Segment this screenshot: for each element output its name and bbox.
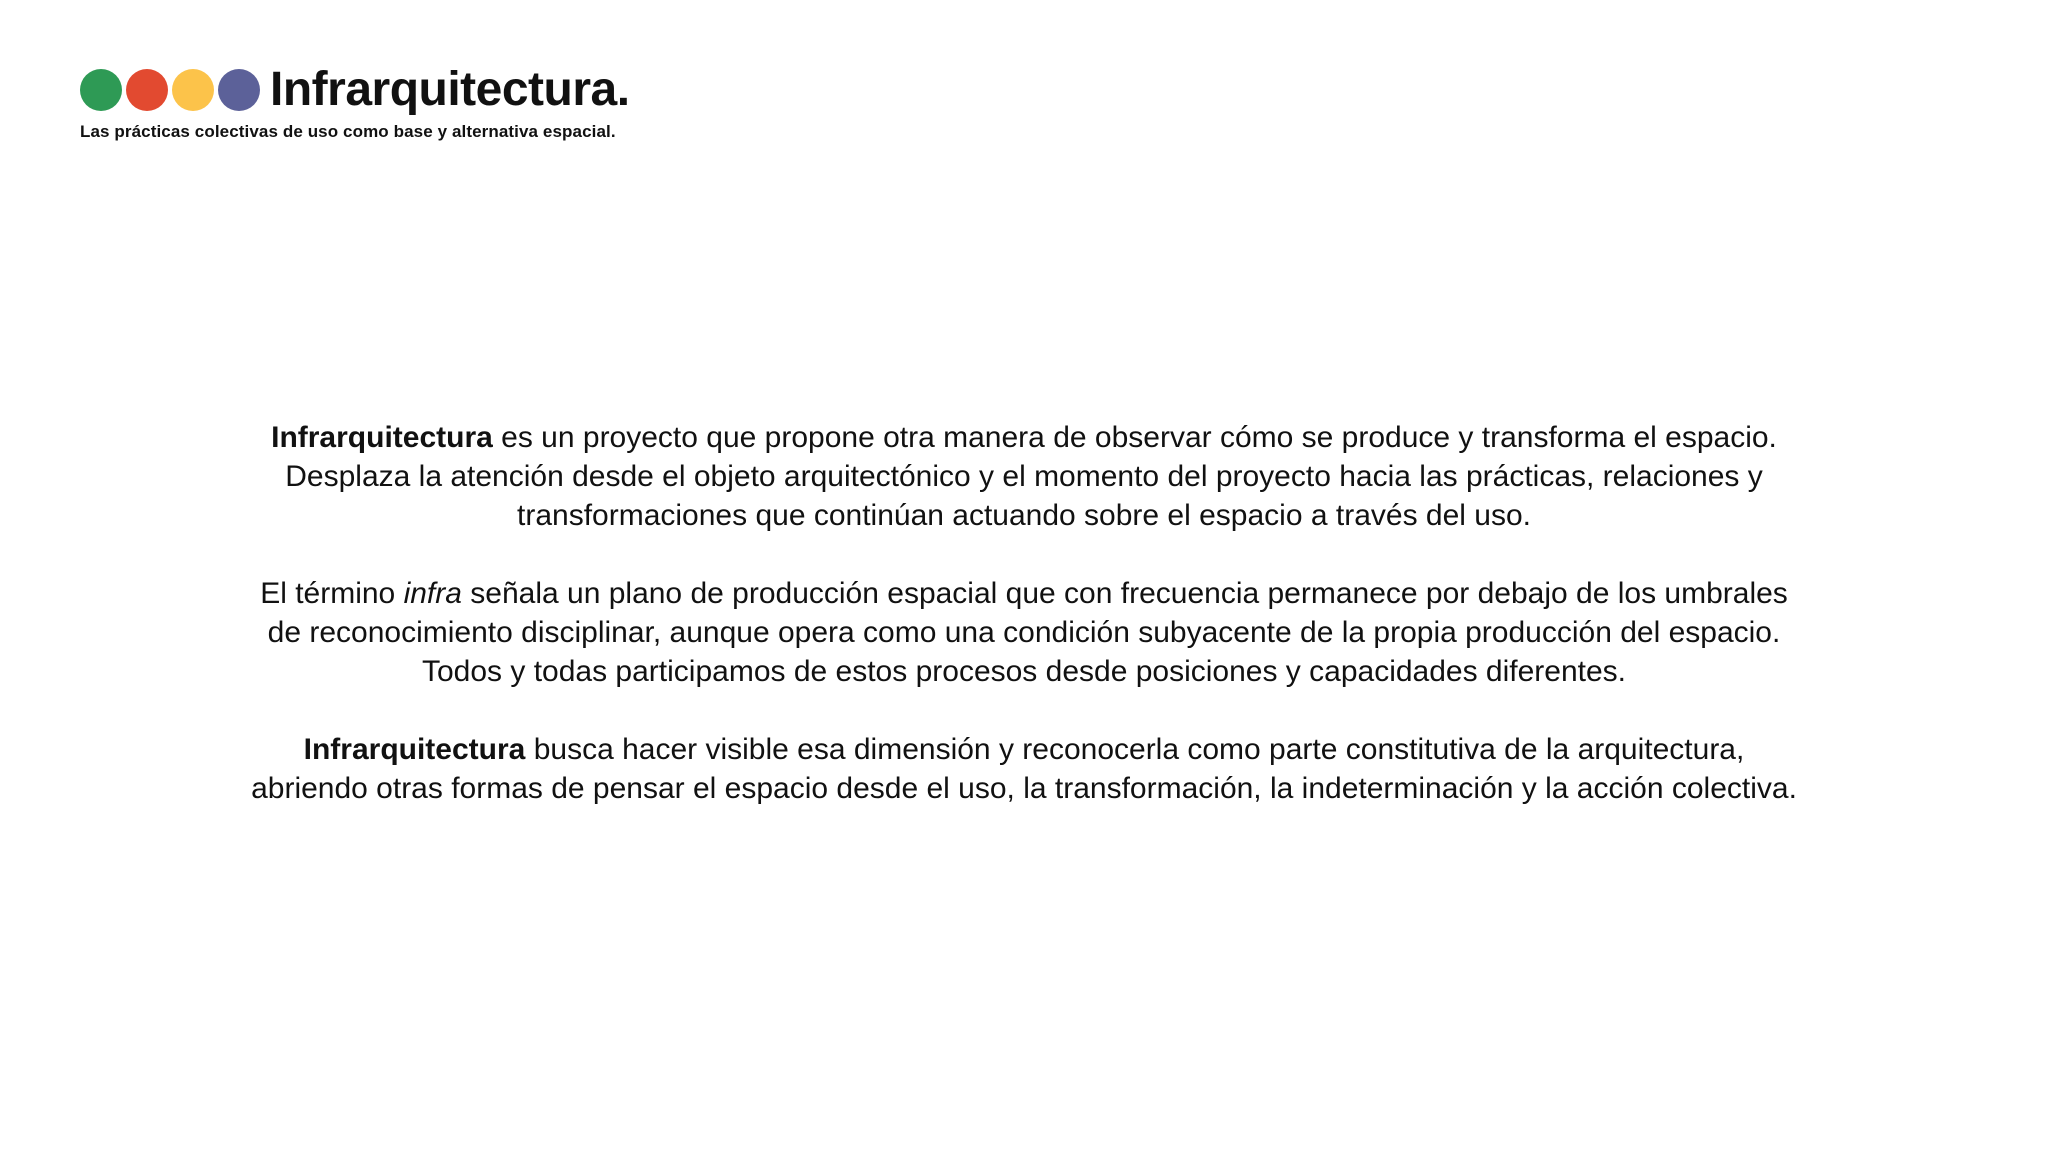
text-run: busca hacer visible esa dimensión y reconocerla como parte constitutiva de la arquitectura, [525,733,1745,766]
main-text [140,418,1908,808]
text-run: Desplaza la atención desde el objeto arquitectónico y el momento del proyecto hacia las prácticas, relaciones y [285,460,1763,493]
color-dots [80,69,264,111]
paragraph-intro [140,418,1908,535]
bold-term: Infrarquitectura [271,421,493,454]
text-run: transformaciones que continúan actuando sobre el espacio a través del uso. [517,499,1531,532]
header [80,63,630,142]
text-run: de reconocimiento disciplinar, aunque opera como una condición subyacente de la propia producción del espacio. [267,616,1781,649]
text-run: señala un plano de producción espacial que con frecuencia permanece por debajo de los umbrales [461,577,1788,610]
yellow-dot [172,69,214,111]
text-run: Todos y todas participamos de estos procesos desde posiciones y capacidades diferentes. [421,655,1627,688]
text-run: es un proyecto que propone otra manera de observar cómo se produce y transforma el espacio. [492,421,1777,454]
tagline: Las prácticas colectivas de uso como base y alternativa espacial. [80,122,616,141]
bold-term: Infrarquitectura [303,733,526,766]
red-dot [126,69,168,111]
paragraph-goal [140,730,1908,808]
text-run: El término [260,577,404,610]
paragraph-infra [140,574,1908,691]
brand-logo [80,63,630,116]
brand-title: Infrarquitectura. [270,63,630,116]
text-run: abriendo otras formas de pensar el espacio desde el uso, la transformación, la indeterminación y la acción colectiva. [251,772,1797,805]
green-dot [80,69,122,111]
italic-term: infra [403,577,462,610]
purple-dot [218,69,260,111]
